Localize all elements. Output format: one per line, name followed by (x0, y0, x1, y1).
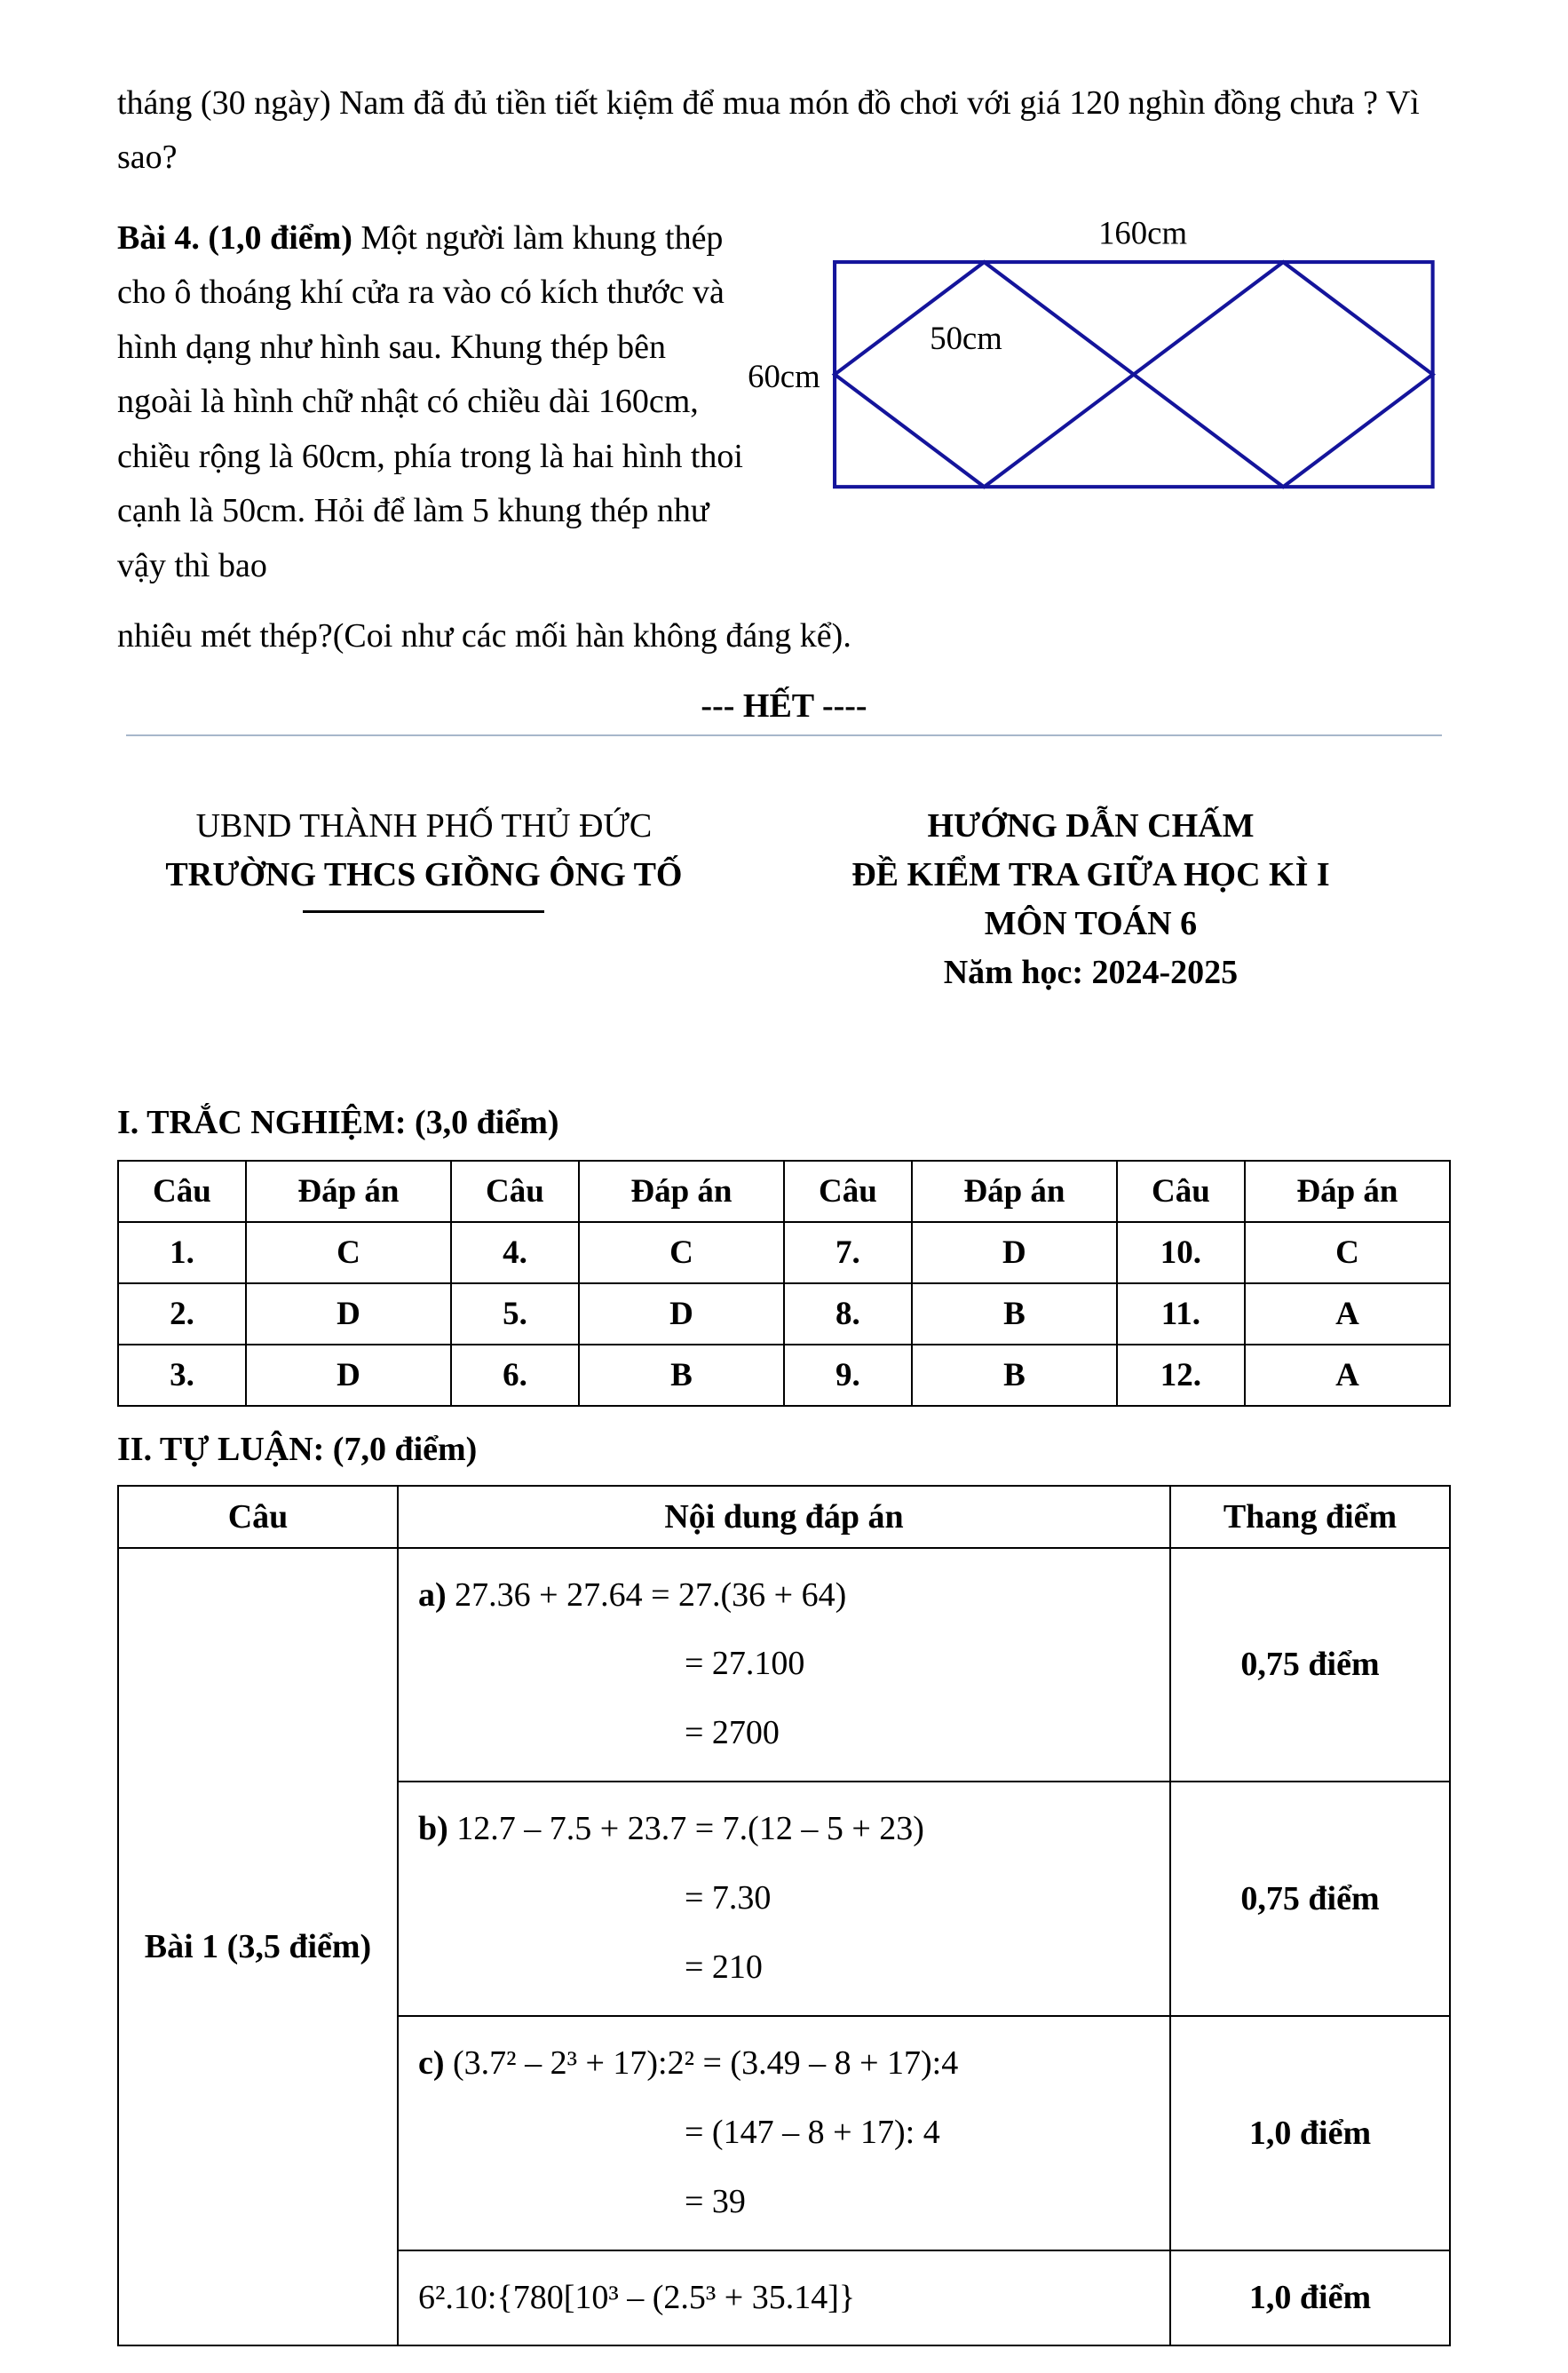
diagram-label-width: 60cm (748, 357, 820, 394)
question-header: Câu (451, 1161, 579, 1222)
answer-cell: A (1245, 1345, 1450, 1406)
question-header: Câu (118, 1161, 246, 1222)
trac-nghiem-table (117, 1160, 1451, 1407)
question-number-cell: 3. (118, 1345, 246, 1406)
answer-cell: D (246, 1345, 451, 1406)
question-number-cell: 6. (451, 1345, 579, 1406)
answer-cell: B (912, 1283, 1117, 1345)
item-letter: c) (418, 2044, 445, 2082)
answer-cell: B (579, 1345, 784, 1406)
diagram-label-side: 50cm (930, 319, 1002, 356)
tu-luan-table (117, 1485, 1451, 2347)
answer-cell: D (579, 1283, 784, 1345)
item-letter: b) (418, 1810, 448, 1848)
solution-line: = 210 (685, 1948, 763, 1986)
answer-cell: C (579, 1222, 784, 1283)
bai1-label-cell: Bài 1 (3,5 điểm) (118, 1548, 398, 2346)
expression: 27.36 + 27.64 = 27.(36 + 64) (455, 1575, 847, 1614)
item-letter: a) (418, 1575, 447, 1614)
solution-cell-b (398, 1782, 1170, 2016)
solution-line (418, 2264, 1153, 2333)
solution-cell-d (398, 2250, 1170, 2346)
answer-cell: B (912, 1345, 1117, 1406)
school-year: Năm học: 2024-2025 (943, 954, 1239, 992)
answer-header: Đáp án (1245, 1161, 1450, 1222)
het-divider: --- HẾT ---- (701, 687, 867, 726)
table-row (118, 1283, 1450, 1345)
answer-header: Đáp án (246, 1161, 451, 1222)
agency-name: UBND THÀNH PHỐ THỦ ĐỨC (195, 807, 653, 845)
solution-line: = 39 (685, 2182, 746, 2220)
answer-cell: C (1245, 1222, 1450, 1283)
cau-header: Câu (118, 1486, 398, 1548)
underline-decoration (303, 910, 544, 913)
exam-title: ĐỀ KIỂM TRA GIỮA HỌC KÌ I (851, 856, 1330, 894)
trac-nghiem-title: I. TRẮC NGHIỆM: (3,0 điểm) (117, 1103, 559, 1141)
bai4-body: Một người làm khung thép cho ô thoáng khí cửa ra vào có kích thước và hình dạng như hình sau. Khung thép bên ngoài là hình chữ nhật có chiều dài 160cm, chiều rộng là 60cm, phía trong là hai hình thoi cạnh là 50cm. Hỏi để làm 5 khung thép như vậy thì bao (117, 218, 743, 584)
thang-diem-header: Thang điểm (1170, 1486, 1450, 1548)
solution-cell-a (398, 1548, 1170, 1782)
bai4-section (117, 211, 1451, 664)
school-header (117, 802, 1451, 997)
tu-luan-title: II. TỰ LUẬN: (7,0 điểm) (117, 1430, 478, 1468)
table-header-row (118, 1161, 1450, 1222)
question-header: Câu (784, 1161, 912, 1222)
question-number-cell: 5. (451, 1283, 579, 1345)
score-cell: 0,75 điểm (1170, 1548, 1450, 1782)
solution-cell-c (398, 2016, 1170, 2250)
rhombus-left (835, 262, 1134, 487)
question-number-cell: 9. (784, 1345, 912, 1406)
solution-line: = (147 – 8 + 17): 4 (685, 2113, 940, 2151)
school-header-left (117, 802, 731, 997)
rhombus-right (1134, 262, 1433, 487)
question-number-cell: 2. (118, 1283, 246, 1345)
question-number-cell: 12. (1117, 1345, 1245, 1406)
bai4-label: Bài 4. (1,0 điểm) (117, 218, 352, 257)
expression: 12.7 – 7.5 + 23.7 = 7.(12 – 5 + 23) (456, 1810, 924, 1848)
question-number-cell: 8. (784, 1283, 912, 1345)
bai4-text-tail: nhiêu mét thép?(Coi như các mối hàn không đáng kể). (117, 616, 851, 655)
question-number-cell: 4. (451, 1222, 579, 1283)
answer-cell: D (912, 1222, 1117, 1283)
section-divider-line (126, 734, 1442, 736)
intro-paragraph: tháng (30 ngày) Nam đã đủ tiền tiết kiệm để mua món đồ chơi với giá 120 nghìn đồng chưa ? Vì sao? (117, 84, 1420, 176)
question-number-cell: 7. (784, 1222, 912, 1283)
table-header-row (118, 1486, 1450, 1548)
solution-line: = 27.100 (685, 1645, 805, 1683)
score-cell: 1,0 điểm (1170, 2250, 1450, 2346)
steel-frame-figure (744, 215, 1451, 500)
answer-cell: D (246, 1283, 451, 1345)
table-row (118, 1222, 1450, 1283)
school-header-right (731, 802, 1451, 997)
solution-line (418, 2029, 1153, 2099)
answer-cell: A (1245, 1283, 1450, 1345)
expression: 6².10:{780[10³ – (2.5³ + 35.14]} (418, 2278, 856, 2316)
question-header: Câu (1117, 1161, 1245, 1222)
solution-line (418, 1795, 1153, 1864)
score-cell: 0,75 điểm (1170, 1782, 1450, 2016)
khung-thep-diagram (744, 211, 1451, 609)
grading-guide-title: HƯỚNG DẪN CHẤM (927, 807, 1255, 845)
expression: (3.7² – 2³ + 17):2² = (3.49 – 8 + 17):4 (453, 2044, 959, 2082)
school-name: TRƯỜNG THCS GIỒNG ÔNG TỐ (165, 856, 683, 894)
subject-title: MÔN TOÁN 6 (984, 905, 1198, 943)
solution-line: = 2700 (685, 1714, 780, 1752)
table-row (118, 1548, 1450, 1782)
solution-line: = 7.30 (685, 1879, 772, 1917)
answer-header: Đáp án (579, 1161, 784, 1222)
table-row (118, 1345, 1450, 1406)
solution-line (418, 1561, 1153, 1631)
score-cell: 1,0 điểm (1170, 2016, 1450, 2250)
question-number-cell: 11. (1117, 1283, 1245, 1345)
diagram-label-length: 160cm (1098, 214, 1187, 251)
answer-header: Đáp án (912, 1161, 1117, 1222)
question-number-cell: 1. (118, 1222, 246, 1283)
question-number-cell: 10. (1117, 1222, 1245, 1283)
noidung-header: Nội dung đáp án (398, 1486, 1170, 1548)
answer-cell: C (246, 1222, 451, 1283)
